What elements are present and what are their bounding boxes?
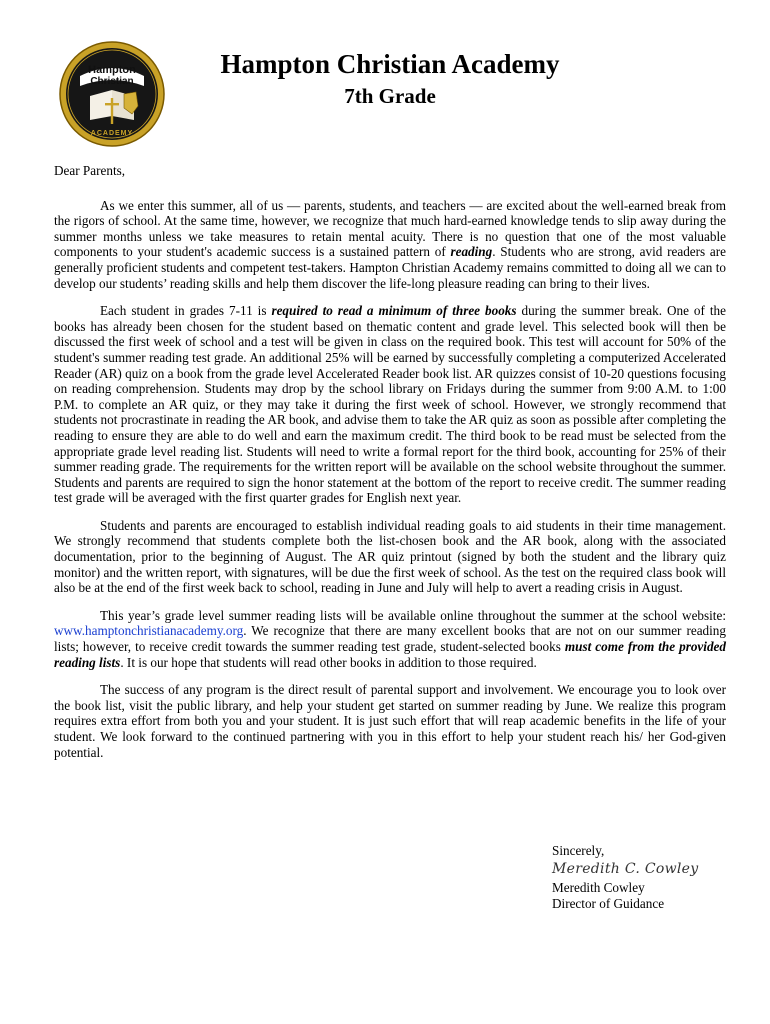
- paragraph-1-end: . Students who are strong, avid readers are generally proficient students and competent test-takers. Hampton Christian Academy remains committed to doing all we can to develop our students’ reading skills and help them discover the life-long pleasure reading can bring to their lives.: [54, 244, 727, 291]
- logo-middle-text: Christian: [90, 76, 134, 87]
- greeting: Dear Parents,: [54, 163, 126, 178]
- paragraph-3: Students and parents are encouraged to establish individual reading goals to aid students in their time management. We strongly recommend that students complete both the list-chosen book and the AR book, along with the associated documentation, prior to the beginning of August. The AR quiz printout (signed by both the student and the library quiz monitor) and the written report, with signatures, will be due the first week of school. As the test on the required class book will also be at the end of the first week back to school, reading in June and July will help to avert a reading crisis in August.: [54, 517, 726, 596]
- paragraph-2-start: Each student in grades 7-11 is: [100, 303, 272, 319]
- handwritten-signature: Meredith C. Cowley: [552, 861, 699, 877]
- logo-ring-text: ACADEMY: [90, 130, 134, 137]
- paragraph-5: The success of any program is the direct result of parental support and involvement. We encourage you to look over the book list, visit the public library, and help your student get started on summer reading by June. We realize this program requires extra effort from both you and your student. It is just such effort that will reap academic benefits in the life of your student. We look forward to the continued partnering with you in this effort to help your student reach his/ her God-given potential.: [54, 682, 726, 760]
- paragraph-4-start: This year’s grade level summer reading lists will be available online throughout the summer at the school website:: [100, 607, 726, 623]
- signer-name: Meredith Cowley: [552, 880, 645, 895]
- website-link[interactable]: www.hamptonchristianacademy.org: [54, 623, 244, 639]
- paragraph-4-end: . It is our hope that students will read other books in addition to those required.: [120, 654, 537, 670]
- paragraph-2-emphasis: required to read a minimum of three books: [271, 303, 517, 319]
- logo-top-text: Hampton: [88, 64, 136, 76]
- closing-sincerely: Sincerely,: [552, 843, 605, 858]
- paragraph-2-end: during the summer break. One of the books has already been chosen for the student based on thematic content and grade level. This selected book will then be discussed the first week of school and a test will be given in class on the required book. This test will account for 50% of the student's summer reading test grade. An additional 25% will be earned by successfully completing a computerized Accelerated Reader (AR) quiz on a book from the grade level Accelerated Reader book list. AR quizzes consist of 10-20 questions focusing on reading comprehension. Students may drop by the school library on Fridays during the summer from 9:00 A.M. to 1:00 P.M. to complete an AR quiz, or they may take it during the first week of school. However, we strongly recommend that students not procrastinate in reading the AR book, and advise them to take the AR quiz as soon as possible after completing the reading to ensure they are able to do well and earn the maximum credit. The third book to be read must be selected from the appropriate grade level reading list. Students will need to write a formal report for the third book, accounting for 25% of their summer reading grade. The requirements for the written report will be available on the school website throughout the summer. Students and parents are required to sign the honor statement at the bottom of the report to receive credit. The summer reading test grade will be averaged with the first quarter grades for English next year.: [54, 303, 726, 506]
- paragraph-2: [54, 303, 726, 506]
- paragraph-1-text: As we enter this summer, all of us — parents, students, and teachers — are excited about the well-earned break from the rigors of school. At the same time, however, we recognize that much hard-earned knowledge tends to slip away during the summer months unless we take measures to retain mental acuity. There is no question that one of the most valuable components to your student's academic success is a sustained pattern of: [54, 197, 726, 260]
- paragraph-4: [54, 608, 726, 670]
- signer-title: Director of Guidance: [552, 896, 665, 911]
- school-seal-logo: [58, 40, 166, 148]
- letter-body: [54, 163, 726, 772]
- paragraph-4-emphasis: must come from the provided reading lists: [54, 639, 726, 670]
- closing-block: [552, 843, 752, 912]
- paragraph-4-mid: . We recognize that there are many excellent books that are not on our summer reading lists; however, to receive credit towards the summer reading test grade, student-selected books: [54, 623, 726, 655]
- grade-subtitle: 7th Grade: [344, 84, 436, 108]
- paragraph-1: [54, 198, 726, 292]
- paragraph-1-emphasis: reading: [450, 244, 493, 260]
- page-title: Hampton Christian Academy: [220, 49, 560, 79]
